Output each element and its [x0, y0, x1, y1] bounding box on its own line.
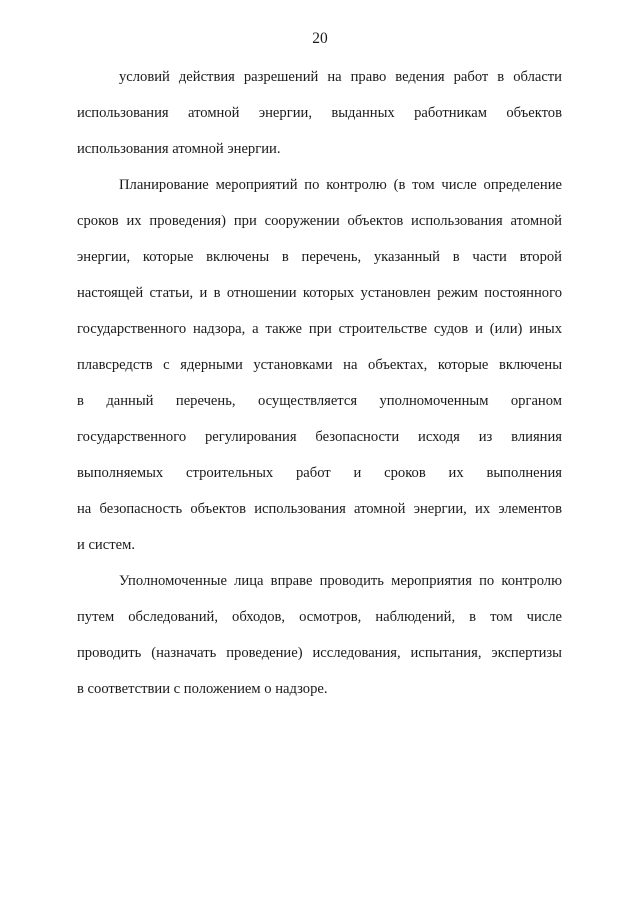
paragraph-1-line-3: использования атомной энергии. — [77, 141, 281, 157]
paragraph-2-line-10: на безопасность объектов использования атомной энергии, их элементов — [77, 501, 562, 517]
paragraph-3-line-3: проводить (назначать проведение) исследования, испытания, экспертизы — [77, 645, 562, 661]
paragraph-2-line-6: плавсредств с ядерными установками на объектах, которые включены — [77, 357, 562, 373]
paragraph-2-line-8: государственного регулирования безопасности исходя из влияния — [77, 429, 562, 445]
paragraph-2-line-9: выполняемых строительных работ и сроков их выполнения — [77, 465, 562, 481]
paragraph-1-line-1: условий действия разрешений на право ведения работ в области — [119, 69, 562, 85]
paragraph-2-line-1: Планирование мероприятий по контролю (в том числе определение — [119, 177, 562, 193]
paragraph-2-line-7: в данный перечень, осуществляется уполномоченным органом — [77, 393, 562, 409]
paragraph-2-line-11: и систем. — [77, 537, 135, 553]
paragraph-2-line-4: настоящей статьи, и в отношении которых установлен режим постоянного — [77, 285, 562, 301]
paragraph-3-line-4: в соответствии с положением о надзоре. — [77, 681, 328, 697]
paragraph-2-line-3: энергии, которые включены в перечень, указанный в части второй — [77, 249, 562, 265]
page-number: 20 — [312, 30, 328, 47]
paragraph-2-line-2: сроков их проведения) при сооружении объектов использования атомной — [77, 213, 562, 229]
paragraph-1-line-2: использования атомной энергии, выданных работникам объектов — [77, 105, 562, 121]
paragraph-2-line-5: государственного надзора, а также при строительстве судов и (или) иных — [77, 321, 562, 337]
paragraph-3-line-1: Уполномоченные лица вправе проводить мероприятия по контролю — [119, 573, 562, 589]
paragraph-3-line-2: путем обследований, обходов, осмотров, наблюдений, в том числе — [77, 609, 562, 625]
